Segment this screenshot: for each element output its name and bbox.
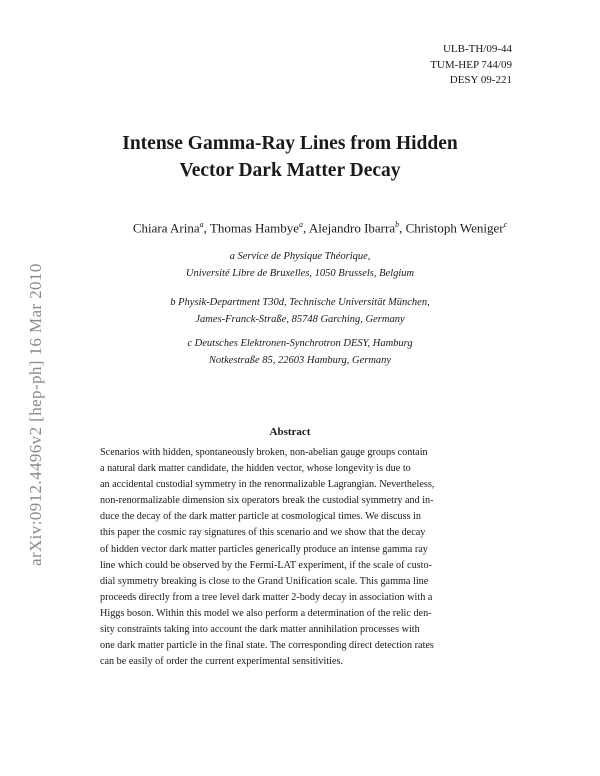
abstract-line: can be easily of order the current experimental sensitivities. — [100, 656, 343, 668]
title-line: Vector Dark Matter Decay — [179, 160, 401, 181]
abstract-line: duce the decay of the dark matter particle at cosmological times. We discuss in — [100, 511, 421, 523]
abstract-line: proceeds directly from a tree level dark matter 2-body decay in association with a — [100, 591, 433, 603]
abstract-line: of hidden vector dark matter particles generically produce an intense gamma ray — [100, 543, 428, 555]
abstract-line: dial symmetry breaking is close to the Grand Unification scale. This gamma line — [100, 575, 429, 587]
affiliation-marker: c — [503, 220, 508, 229]
abstract-line: one dark matter particle in the final state. The corresponding direct detection rates — [100, 640, 434, 652]
affiliation-line: Université Libre de Bruxelles, 1050 Brussels, Belgium — [185, 268, 415, 279]
abstract-line: Higgs boson. Within this model we also perform a determination of the relic den- — [100, 607, 432, 619]
affiliation-b — [80, 294, 520, 328]
affiliation-a — [80, 248, 520, 282]
author-name: Thomas Hambye — [209, 220, 300, 236]
abstract-heading: Abstract — [269, 426, 311, 438]
affiliation-c — [80, 335, 520, 369]
abstract-line: sity constraints taking into account the dark matter annihilation processes with — [100, 624, 420, 636]
report-number: DESY 09-221 — [449, 74, 512, 86]
abstract-line: an accidental custodial symmetry in the renormalizable Lagrangian. Nevertheless, — [100, 479, 435, 491]
affiliation-marker: b — [395, 220, 400, 229]
report-number: ULB-TH/09-44 — [442, 43, 512, 55]
title-line: Intense Gamma-Ray Lines from Hidden — [122, 133, 458, 154]
affiliation-marker: a — [299, 220, 304, 229]
affiliation-line: c Deutsches Elektronen-Synchrotron DESY, Hamburg — [187, 338, 413, 349]
author-separator: , — [203, 220, 210, 236]
author-name: Alejandro Ibarra — [308, 220, 396, 236]
affiliation-line: a Service de Physique Théorique, — [229, 251, 371, 262]
author-name: Chiara Arina — [132, 220, 200, 236]
author-separator: , — [303, 220, 309, 236]
abstract-line: Scenarios with hidden, spontaneously broken, non-abelian gauge groups contain — [100, 447, 428, 458]
report-number: TUM-HEP 744/09 — [430, 58, 512, 71]
author-list — [60, 220, 580, 236]
abstract-line: non-renormalizable dimension six operators break the custodial symmetry and in- — [100, 495, 434, 507]
affiliation-line: b Physik-Department T30d, Technische Universität München, — [170, 297, 430, 308]
affiliation-line: Notkestraße 85, 22603 Hamburg, Germany — [208, 355, 392, 366]
arxiv-stamp: arXiv:0912.4496v2 [hep-ph] 16 Mar 2010 — [26, 263, 45, 566]
abstract-line: line which could be observed by the Fermi-LAT experiment, if the scale of custo- — [100, 559, 432, 571]
author-separator: , — [399, 220, 406, 236]
abstract-line: a natural dark matter candidate, the hidden vector, whose longevity is due to — [100, 463, 411, 475]
abstract-body — [100, 445, 490, 670]
affiliation-line: James-Franck-Straße, 85748 Garching, Germany — [195, 314, 405, 325]
paper-title — [60, 130, 520, 184]
report-numbers — [430, 42, 512, 89]
abstract-line: this paper the cosmic ray signatures of this scenario and we show that the decay — [100, 527, 426, 539]
affiliation-marker: a — [199, 220, 204, 229]
author-name: Christoph Weniger — [405, 220, 504, 236]
